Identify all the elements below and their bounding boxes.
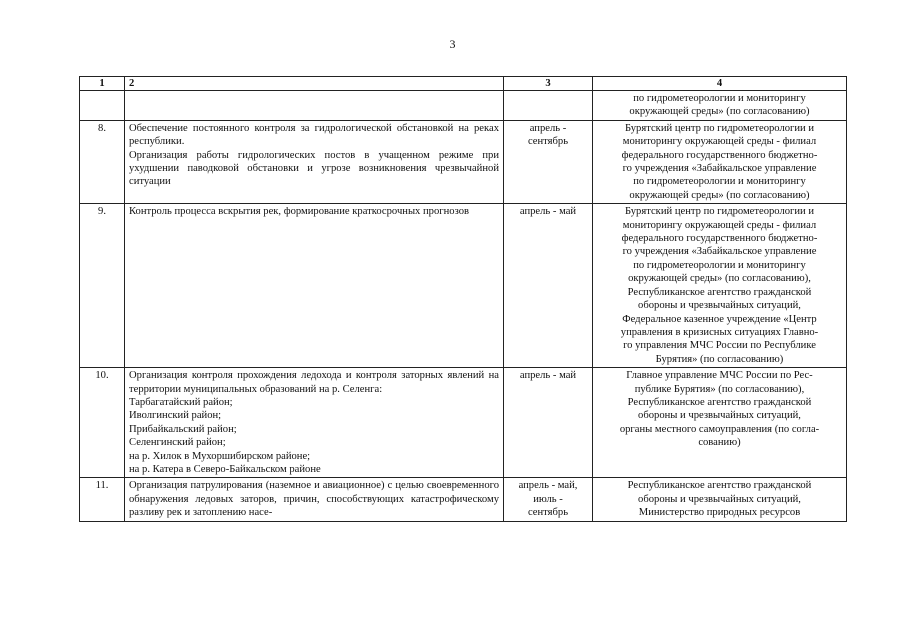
responsible-text: по гидрометеорологии и мониторингу [633,259,806,271]
responsible-text: Федеральное казенное учреждение «Центр [622,313,817,325]
activity-cell [125,91,504,121]
row-number [80,91,125,121]
responsible-text: органы местного самоуправления (по согла- [619,423,820,435]
activity-text: Тарбагатайский район; [129,396,233,408]
responsible-text: по гидрометеорологии и мониторингу [633,93,806,104]
page-number: 3 [449,37,456,51]
period-text: апрель - май [519,370,577,382]
row-number: 9. [80,204,125,368]
header-col-1: 1 [80,77,125,91]
responsible-text: Республиканское агентство гражданской [627,396,812,408]
activity-text: Организация работы гидрологических постов в учащенном режиме при ухудшении паводковой обстановки и угрозе возникновения чрезвычайной ситуации [129,149,499,188]
activity-text: на р. Хилок в Мухоршибирском районе; [129,450,311,462]
period-cell [504,91,593,121]
responsible-text: Бурятия» (по согласованию) [655,353,784,365]
responsible-cell [593,91,847,121]
period-cell [504,204,593,368]
row-number: 8. [80,120,125,203]
responsible-text: мониторингу окружающей среды - филиал [622,219,817,231]
table-row [80,91,847,121]
responsible-text: мониторингу окружающей среды - филиал [622,136,817,148]
activity-text: на р. Катера в Северо-Байкальском районе [129,463,321,475]
responsible-text: го учреждения «Забайкальское управление [622,163,817,175]
period-text: сентябрь [527,136,569,148]
responsible-text: го управления МЧС России по Республике [623,340,816,352]
activity-text: Обеспечение постоянного контроля за гидрологической обстановкой на реках республики. [129,122,499,148]
period-text: июль - [533,493,563,505]
responsible-text: федерального государственного бюджетно- [621,233,818,245]
responsible-text: окружающей среды» (по согласованию), [628,273,811,285]
header-row [80,77,847,91]
activity-cell [125,204,504,368]
responsible-text: Бурятский центр по гидрометеорологии и [624,206,815,218]
responsible-text: го учреждения «Забайкальское управление [622,246,817,258]
table-row [80,120,847,203]
responsible-text: Бурятский центр по гидрометеорологии и [624,122,815,134]
responsible-text: федерального государственного бюджетно- [621,149,818,161]
responsible-text: Республиканское агентство гражданской [627,480,812,492]
period-cell [504,478,593,521]
responsible-cell [593,120,847,203]
responsible-text: управления в кризисных ситуациях Главно- [620,326,819,338]
responsible-cell [593,368,847,478]
responsible-text: сованию) [698,437,741,449]
responsible-text: обороны и чрезвычайных ситуаций, [638,300,801,312]
activity-text: Иволгинский район; [129,410,222,422]
activity-text: Организация патрулирования (наземное и авиационное) с целью своевременного обнаружения ледовых заторов, причин, способствующих катастрофическому разливу рек и затоплению насе- [129,480,499,519]
period-text: сентябрь [527,507,569,519]
responsible-cell [593,478,847,521]
header-col-3: 3 [504,77,593,91]
table-row [80,478,847,521]
table-row [80,204,847,368]
activity-text: Организация контроля прохождения ледохода и контроля заторных явлений на территории муниципальных образований на р. Селенга: [129,370,499,395]
period-text: апрель - май, [518,480,578,492]
activity-cell [125,478,504,521]
period-cell [504,120,593,203]
responsible-text: публике Бурятия» (по согласованию), [634,383,805,395]
activity-text: Селенгинский район; [129,437,226,449]
responsible-text: Республиканское агентство гражданской [627,286,812,298]
table-row [80,368,847,478]
responsible-text: Главное управление МЧС России по Рес- [626,370,813,382]
responsible-text: Министерство природных ресурсов [638,507,801,519]
row-number: 10. [80,368,125,478]
header-col-4: 4 [593,77,847,91]
activity-cell [125,120,504,203]
header-col-2: 2 [125,77,504,91]
activity-text: Контроль процесса вскрытия рек, формирование краткосрочных прогнозов [129,206,469,218]
plan-table [79,76,847,522]
activity-cell [125,368,504,478]
activity-text: Прибайкальский район; [129,423,237,435]
responsible-text: обороны и чрезвычайных ситуаций, [638,493,801,505]
responsible-text: обороны и чрезвычайных ситуаций, [638,410,801,422]
period-text: апрель - [529,122,567,134]
period-text: апрель - май [519,206,577,218]
responsible-text: по гидрометеорологии и мониторингу [633,176,806,188]
row-number: 11. [80,478,125,521]
responsible-text: окружающей среды» (по согласованию) [629,189,810,201]
table-body [80,91,847,522]
responsible-cell [593,204,847,368]
period-cell [504,368,593,478]
responsible-text: окружающей среды» (по согласованию) [629,106,810,118]
